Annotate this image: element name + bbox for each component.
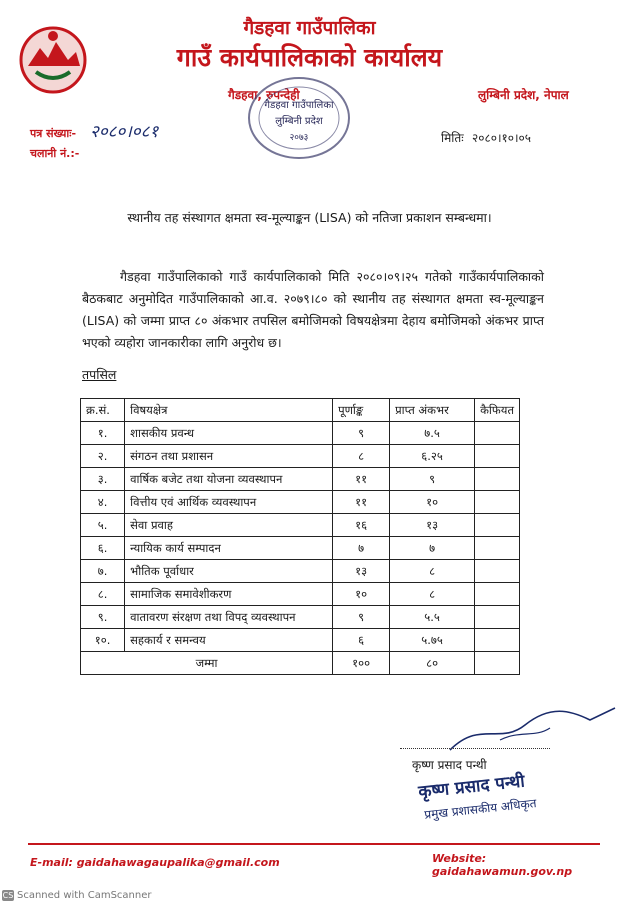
row-area: वित्तीय एवं आर्थिक व्यवस्थापन <box>125 491 333 514</box>
row-sn: ६. <box>81 537 125 560</box>
table-row <box>81 537 520 560</box>
row-area: सहकार्य र समन्वय <box>125 629 333 652</box>
row-obtained: ५.७५ <box>390 629 475 652</box>
row-full-marks: १६ <box>333 514 390 537</box>
camscanner-logo-icon: CS <box>2 891 14 900</box>
row-full-marks: ७ <box>333 537 390 560</box>
row-obtained: ९ <box>390 468 475 491</box>
row-area: वार्षिक बजेट तथा योजना व्यवस्थापन <box>125 468 333 491</box>
patra-value: २०८०।०८१ <box>90 122 159 142</box>
row-sn: १०. <box>81 629 125 652</box>
signature-scribble <box>440 700 619 760</box>
footer-email: E-mail: gaidahawagaupalika@gmail.com <box>30 856 280 869</box>
tapsil-heading: तपसिल <box>82 367 117 382</box>
table-header-row <box>81 399 520 422</box>
col-header-area: विषयक्षेत्र <box>125 399 333 422</box>
signature-line <box>400 748 550 749</box>
row-remarks <box>475 491 520 514</box>
col-header-full-marks: पूर्णाङ्क <box>333 399 390 422</box>
row-remarks <box>475 422 520 445</box>
row-area: न्यायिक कार्य सम्पादन <box>125 537 333 560</box>
row-sn: ७. <box>81 560 125 583</box>
signatory-name-stamp: कृष्ण प्रसाद पन्थी <box>417 771 526 803</box>
table-row <box>81 445 520 468</box>
address-right: लुम्बिनी प्रदेश, नेपाल <box>478 88 569 102</box>
col-header-sn: क्र.सं. <box>81 399 125 422</box>
table-row <box>81 468 520 491</box>
row-sn: ८. <box>81 583 125 606</box>
address-left: गैडहवा, रुपन्देही <box>228 88 300 102</box>
row-remarks <box>475 606 520 629</box>
table-row <box>81 606 520 629</box>
row-area: सेवा प्रवाह <box>125 514 333 537</box>
total-label: जम्मा <box>81 652 333 675</box>
row-sn: ४. <box>81 491 125 514</box>
row-obtained: ५.५ <box>390 606 475 629</box>
row-area: सामाजिक समावेशीकरण <box>125 583 333 606</box>
table-total-row <box>81 652 520 675</box>
table-row <box>81 422 520 445</box>
table-row <box>81 514 520 537</box>
row-full-marks: ९ <box>333 422 390 445</box>
footer-website: Website: gaidahawamun.gov.np <box>432 852 573 878</box>
row-obtained: ७ <box>390 537 475 560</box>
stamp-line-2: लुम्बिनी प्रदेश <box>275 116 323 127</box>
footer-divider <box>28 843 600 845</box>
row-obtained: ८ <box>390 583 475 606</box>
scanner-text: Scanned with CamScanner <box>17 890 152 901</box>
date-label: मितिः <box>441 131 464 145</box>
row-sn: ९. <box>81 606 125 629</box>
table-row <box>81 491 520 514</box>
row-full-marks: ९ <box>333 606 390 629</box>
municipality-name: गैडहवा गाउँपालिका <box>243 17 376 39</box>
row-remarks <box>475 514 520 537</box>
chalani-label: चलानी नं.:- <box>30 147 80 160</box>
row-full-marks: ११ <box>333 468 390 491</box>
row-area: भौतिक पूर्वाधार <box>125 560 333 583</box>
office-name: गाउँ कार्यपालिकाको कार्यालय <box>176 43 443 72</box>
stamp-line-3: २०७३ <box>289 133 309 143</box>
row-area: संगठन तथा प्रशासन <box>125 445 333 468</box>
row-obtained: ६.२५ <box>390 445 475 468</box>
col-header-remarks: कैफियत <box>475 399 520 422</box>
scanner-watermark <box>2 890 152 901</box>
col-header-obtained: प्राप्त अंकभर <box>390 399 475 422</box>
date-value: २०८०।१०।०५ <box>472 131 532 145</box>
row-full-marks: १० <box>333 583 390 606</box>
row-sn: ५. <box>81 514 125 537</box>
table-row <box>81 583 520 606</box>
signatory-title: प्रमुख प्रशासकीय अधिकृत <box>423 796 538 822</box>
row-remarks <box>475 468 520 491</box>
results-table <box>80 398 520 675</box>
stamp-line-1: गैडहवा गाउँपालिका <box>264 100 334 111</box>
total-full-marks: १०० <box>333 652 390 675</box>
row-full-marks: ६ <box>333 629 390 652</box>
signatory-name-printed: कृष्ण प्रसाद पन्थी <box>412 758 487 772</box>
row-remarks <box>475 560 520 583</box>
letter-body-text: गैडहवा गाउँपालिकाको गाउँ कार्यपालिकाको मिति २०८०।०९।२५ गतेको गाउँकार्यपालिकाको बैठकबाट अनुमोदित गाउँपालिकाको आ.व. २०७९।८० को स्थानीय तह संस्थागत क्षमता स्व-मूल्याङ्कन (LISA) को जम्मा प्राप्त ८० अंकभार तपसिल बमोजिमको विषयक्षेत्रमा देहाय बमोजिमको अंकभर प्राप्त भएको व्यहोरा जानकारीका लागि अनुरोध छ। <box>82 269 544 350</box>
row-full-marks: ११ <box>333 491 390 514</box>
row-area: शासकीय प्रवन्ध <box>125 422 333 445</box>
row-obtained: १३ <box>390 514 475 537</box>
row-area: वातावरण संरक्षण तथा विपद् व्यवस्थापन <box>125 606 333 629</box>
row-obtained: १० <box>390 491 475 514</box>
letter-subject: स्थानीय तह संस्थागत क्षमता स्व-मूल्याङ्कन (LISA) को नतिजा प्रकाशन सम्बन्धमा। <box>127 210 492 225</box>
office-stamp <box>244 72 354 164</box>
table-row <box>81 629 520 652</box>
table-row <box>81 560 520 583</box>
row-sn: २. <box>81 445 125 468</box>
row-full-marks: ८ <box>333 445 390 468</box>
letter-body <box>82 266 544 354</box>
row-remarks <box>475 537 520 560</box>
total-remarks <box>475 652 520 675</box>
row-sn: १. <box>81 422 125 445</box>
row-obtained: ८ <box>390 560 475 583</box>
total-obtained: ८० <box>390 652 475 675</box>
row-remarks <box>475 629 520 652</box>
row-full-marks: १३ <box>333 560 390 583</box>
row-obtained: ७.५ <box>390 422 475 445</box>
row-remarks <box>475 445 520 468</box>
patra-label: पत्र संख्याः- <box>30 127 77 140</box>
row-sn: ३. <box>81 468 125 491</box>
row-remarks <box>475 583 520 606</box>
